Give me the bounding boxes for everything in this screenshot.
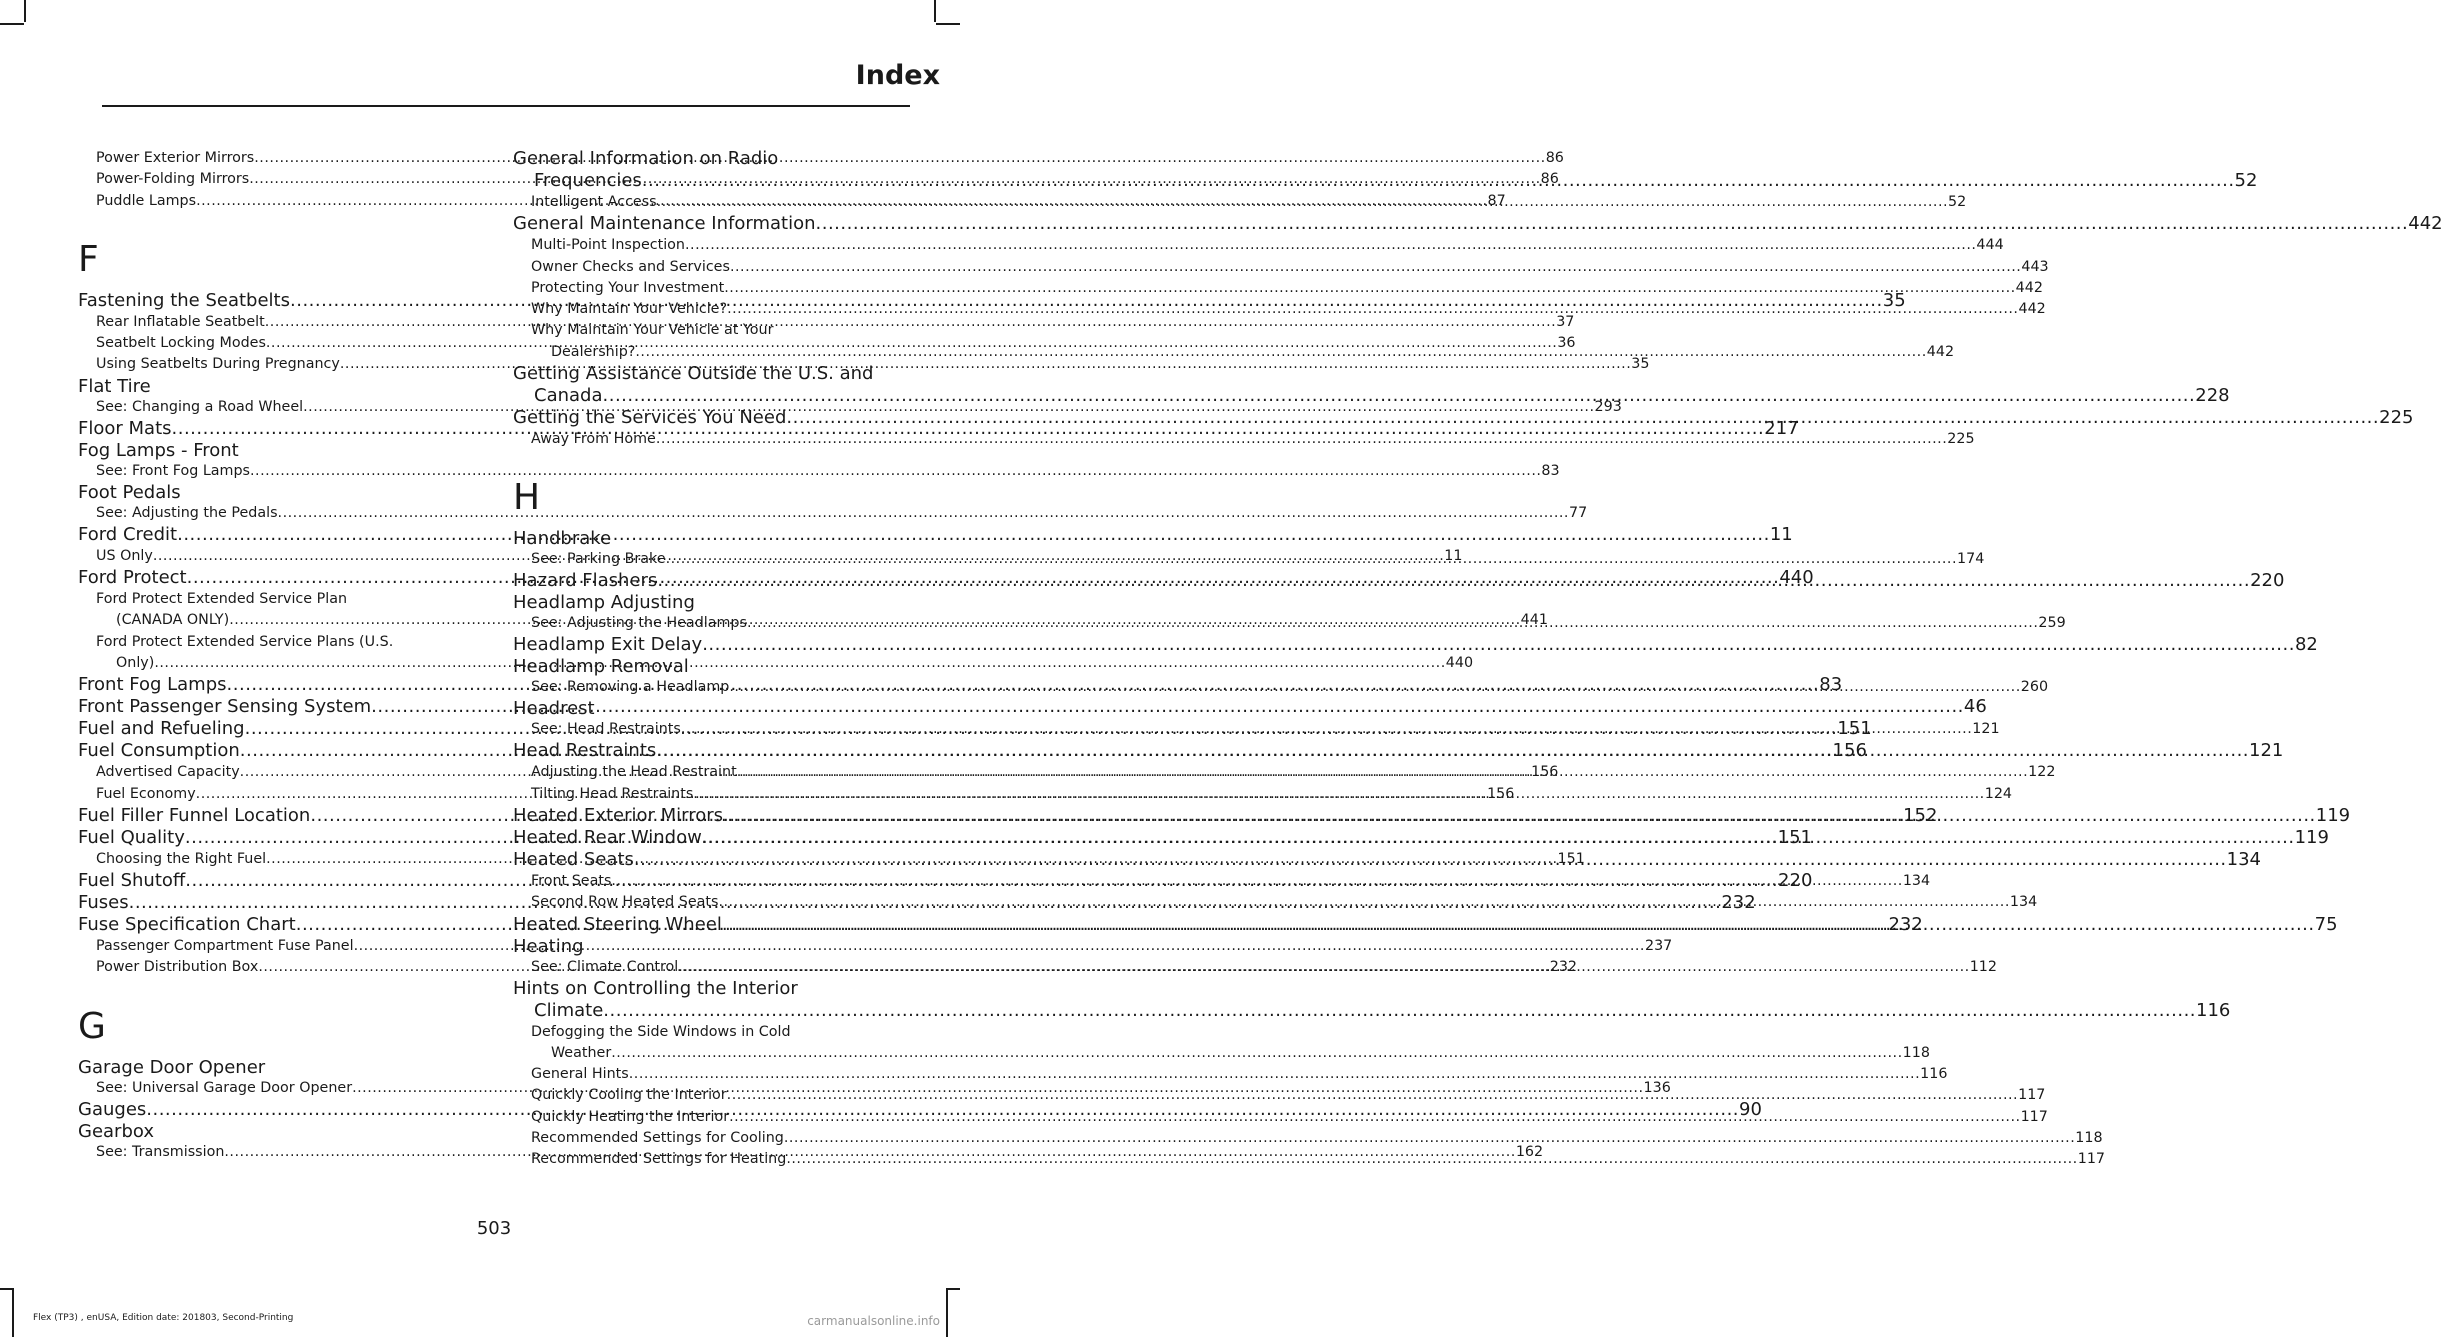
entry-row xyxy=(513,634,2318,656)
dot-leader xyxy=(784,1128,2075,1149)
dot-leader xyxy=(729,677,2020,698)
dot-leader xyxy=(603,385,2196,406)
entry-text: See: Head Restraints xyxy=(531,721,681,738)
page-ref: 117 xyxy=(2077,1151,2106,1168)
crop-mark xyxy=(0,23,24,25)
entry-text: Getting the Services You Need xyxy=(513,407,787,429)
entry-text: Defogging the Side Windows in Cold xyxy=(531,1023,791,1040)
entry-text: Front Passenger Sensing System xyxy=(78,696,372,718)
page-ref: 220 xyxy=(1778,870,1813,892)
entry-text: Front Seats xyxy=(531,872,612,889)
entry-text: Adjusting the Head Restraint xyxy=(531,764,737,781)
index-heading: Foot Pedals xyxy=(78,481,181,503)
entry-text: Heated Seats xyxy=(513,848,634,870)
crop-mark xyxy=(0,1288,14,1290)
entry-row xyxy=(96,503,1588,524)
entry-text: Ford Protect xyxy=(78,567,187,589)
page-ref: 134 xyxy=(1902,872,1931,889)
page-ref: 36 xyxy=(1557,335,1576,352)
page-ref: 237 xyxy=(1644,938,1673,955)
entry-text: Fuel Consumption xyxy=(78,740,240,762)
dot-leader xyxy=(693,784,1984,805)
section-letter: G xyxy=(78,1005,106,1047)
dot-leader xyxy=(702,634,2295,656)
entry-text: Only) xyxy=(116,654,155,671)
index-heading: Handbrake xyxy=(513,528,612,550)
section-letter: F xyxy=(78,238,99,280)
entry-text: Rear Inflatable Seatbelt xyxy=(96,313,265,330)
page-ref: 83 xyxy=(1819,674,1843,696)
entry-text: Puddle Lamps xyxy=(96,192,197,209)
crop-mark xyxy=(12,1290,14,1337)
page-ref: 217 xyxy=(1764,417,1799,439)
entry-text: Why Maintain Your Vehicle? xyxy=(531,301,728,318)
index-heading: Gearbox xyxy=(78,1120,154,1142)
entry-text: Hazard Flashers xyxy=(513,570,658,592)
dot-leader xyxy=(727,1085,2018,1106)
dot-leader xyxy=(816,213,2409,235)
page-ref: 151 xyxy=(1837,718,1872,740)
entry-text: General Hints xyxy=(531,1066,629,1083)
entry-text: Seatbelt Locking Modes xyxy=(96,335,266,352)
entry-text: (CANADA ONLY) xyxy=(116,612,230,629)
entry-text: Recommended Settings for Heating xyxy=(531,1151,787,1168)
page-ref: 75 xyxy=(2314,913,2338,935)
entry-text: Canada xyxy=(534,385,603,407)
page-ref: 112 xyxy=(1969,958,1997,975)
page-ref: 11 xyxy=(1769,523,1793,545)
page-ref: 117 xyxy=(2018,1087,2046,1104)
dot-leader xyxy=(278,503,1569,524)
entry-text: Heated Exterior Mirrors xyxy=(513,804,724,826)
entry-text: Ford Protect Extended Service Plans (U.S. xyxy=(96,633,394,650)
index-heading: Heating xyxy=(513,935,584,957)
entry-text: See: Parking Brake xyxy=(531,551,666,568)
index-see-reference xyxy=(78,461,1560,482)
dot-leader xyxy=(634,849,2227,871)
index-entry xyxy=(513,213,2443,235)
page-ref: 259 xyxy=(2038,615,2066,632)
entry-row xyxy=(531,1128,2103,1149)
dot-leader xyxy=(729,1107,2020,1128)
entry-text: Quickly Heating the Interior xyxy=(531,1108,730,1125)
entry-text: Head Restraints xyxy=(513,740,657,762)
page-ref: 11 xyxy=(1444,547,1463,564)
dot-leader xyxy=(603,1000,2196,1021)
dot-leader xyxy=(177,524,1770,546)
page-ref: 87 xyxy=(1487,192,1506,209)
page-ref: 441 xyxy=(1520,612,1548,629)
entry-text: Fuel Shutoff xyxy=(78,870,186,892)
page-ref: 134 xyxy=(2226,848,2261,870)
entry-text: Fuel Economy xyxy=(96,785,196,802)
entry-row xyxy=(531,429,1975,450)
entry-text: Recommended Settings for Cooling xyxy=(531,1130,784,1147)
page-ref: 442 xyxy=(2018,301,2046,318)
page-ref: 174 xyxy=(1957,551,1985,568)
entry-text: Quickly Cooling the Interior xyxy=(531,1087,727,1104)
dot-leader xyxy=(722,914,2315,936)
entry-row xyxy=(531,1043,1930,1064)
page-number: 503 xyxy=(476,1218,512,1239)
entry-text: Away From Home xyxy=(531,431,656,448)
dot-leader xyxy=(656,429,1947,450)
page-ref: 443 xyxy=(2021,258,2049,275)
dot-leader xyxy=(611,871,1902,892)
entry-text: Weather xyxy=(551,1044,612,1061)
footer-edition: Flex (TP3) , enUSA, Edition date: 201803, Second-Printing xyxy=(33,1313,294,1323)
entry-text: Advertised Capacity xyxy=(96,764,240,781)
index-subentry xyxy=(513,235,2004,256)
entry-text: General Maintenance Information xyxy=(513,213,816,235)
page-ref: 118 xyxy=(1902,1044,1930,1061)
index-subentry xyxy=(513,1128,2103,1149)
page-ref: 442 xyxy=(2408,213,2443,235)
page-title: Index xyxy=(855,60,940,91)
page-ref: 116 xyxy=(2196,999,2231,1021)
index-subentry xyxy=(513,1064,1948,1085)
entry-text: US Only xyxy=(96,547,153,564)
page-ref: 119 xyxy=(2294,826,2329,848)
page-ref: 117 xyxy=(2020,1108,2048,1125)
dot-leader xyxy=(642,170,2235,191)
crop-mark xyxy=(936,23,960,25)
entry-text: See: Front Fog Lamps xyxy=(96,462,250,479)
entry-row xyxy=(96,461,1560,482)
index-subentry xyxy=(513,429,1975,450)
entry-text: Ford Credit xyxy=(78,523,178,545)
page-ref: 232 xyxy=(1721,892,1756,914)
entry-text: General Information on Radio xyxy=(513,148,779,169)
entry-text: Protecting Your Investment xyxy=(531,279,725,296)
dot-leader xyxy=(657,192,1948,213)
entry-text: Climate xyxy=(534,999,604,1021)
entry-text: Frequencies xyxy=(534,170,642,191)
index-heading: Headrest xyxy=(513,698,595,720)
page-ref: 122 xyxy=(2028,764,2056,781)
entry-row xyxy=(531,278,2043,299)
page-ref: 136 xyxy=(1643,1079,1671,1096)
index-subentry xyxy=(513,278,2043,299)
entry-text: Choosing the Right Fuel xyxy=(96,850,267,867)
entry-text: Hints on Controlling the Interior xyxy=(513,977,798,999)
index-subentry xyxy=(513,1022,1930,1065)
dot-leader xyxy=(681,719,1972,740)
entry-text: Fuses xyxy=(78,892,129,914)
dot-leader xyxy=(635,344,1926,360)
page-ref: 82 xyxy=(2294,634,2318,656)
entry-text: Headlamp Exit Delay xyxy=(513,634,703,656)
page-ref: 121 xyxy=(2249,740,2284,762)
entry-text: Power-Folding Mirrors xyxy=(96,171,250,188)
entry-text: Heated Steering Wheel xyxy=(513,913,722,935)
page-ref: 37 xyxy=(1556,313,1575,330)
page-ref: 86 xyxy=(1540,171,1559,188)
entry-text: See: Adjusting the Pedals xyxy=(96,504,278,521)
entry-text: See: Universal Garage Door Opener xyxy=(96,1079,353,1096)
page-ref: 121 xyxy=(1972,721,2000,738)
dot-leader xyxy=(611,1045,1902,1061)
entry-text: Gauges xyxy=(78,1098,147,1120)
page-ref: 151 xyxy=(1777,826,1813,848)
dot-leader xyxy=(737,762,2028,783)
page-ref: 232 xyxy=(1549,959,1578,976)
entry-text: Passenger Compartment Fuse Panel xyxy=(96,938,354,955)
index-heading: Headlamp Removal xyxy=(513,656,689,678)
dot-leader xyxy=(730,257,2021,278)
crop-mark xyxy=(934,0,936,22)
page-ref: 444 xyxy=(1976,237,2004,254)
entry-text: Fuse Specification Chart xyxy=(78,914,296,936)
index-subentry xyxy=(513,257,2049,278)
entry-text: Floor Mats xyxy=(78,417,172,439)
dot-leader xyxy=(786,407,2379,429)
dot-leader xyxy=(786,1149,2077,1170)
entry-text: See: Climate Control xyxy=(531,958,679,975)
entry-text: Using Seatbelts During Pregnancy xyxy=(96,356,340,373)
entry-text: Power Exterior Mirrors xyxy=(96,150,255,166)
entry-text: Fuel Filler Funnel Location xyxy=(78,804,311,826)
page-ref: 440 xyxy=(1445,654,1474,671)
page-ref: 225 xyxy=(2379,407,2414,429)
entry-text: Second Row Heated Seats xyxy=(531,894,719,911)
page-ref: 151 xyxy=(1557,850,1585,867)
entry-text: Getting Assistance Outside the U.S. and xyxy=(513,363,874,385)
page-ref: 134 xyxy=(2009,894,2038,911)
watermark: carmanualsonline.info xyxy=(807,1314,940,1328)
page-ref: 293 xyxy=(1594,398,1622,415)
page-ref: 52 xyxy=(1948,194,1967,210)
page-ref: 119 xyxy=(2315,804,2351,826)
index-heading: Fog Lamps - Front xyxy=(78,439,239,461)
page-ref: 260 xyxy=(2020,679,2049,696)
page-ref: 156 xyxy=(1487,785,1515,802)
index-heading: Garage Door Opener xyxy=(78,1056,266,1078)
page-ref: 86 xyxy=(1545,150,1564,166)
index-heading: Headlamp Adjusting xyxy=(513,592,695,614)
dot-leader xyxy=(702,827,2295,849)
dot-leader xyxy=(747,613,2038,634)
page-ref: 46 xyxy=(1963,696,1987,718)
entry-text: See: Changing a Road Wheel xyxy=(96,398,304,415)
dot-leader xyxy=(629,1064,1920,1085)
dot-leader xyxy=(656,740,2249,762)
header-rule xyxy=(102,105,910,107)
crop-mark xyxy=(24,0,26,22)
crop-mark xyxy=(946,1288,960,1290)
dot-leader xyxy=(685,235,1976,256)
page-ref: 220 xyxy=(2250,570,2285,592)
page-ref: 83 xyxy=(1541,462,1560,479)
entry-row xyxy=(513,213,2443,235)
entry-text: Dealership? xyxy=(551,343,636,360)
page-ref: 35 xyxy=(1631,356,1650,373)
page-ref: 77 xyxy=(1568,504,1588,521)
dot-leader xyxy=(723,805,2316,827)
page-ref: 228 xyxy=(2195,385,2230,407)
page-ref: 116 xyxy=(1920,1066,1948,1083)
page-ref: 442 xyxy=(1926,343,1955,360)
entry-text: Fuel Quality xyxy=(78,826,185,848)
page-ref: 35 xyxy=(1882,289,1906,311)
page-ref: 90 xyxy=(1739,1098,1762,1120)
entry-text: Power Distribution Box xyxy=(96,959,259,976)
dot-leader xyxy=(727,299,2018,320)
entry-text: Multi-Point Inspection xyxy=(531,237,685,254)
entry-text: See: Transmission xyxy=(96,1143,225,1160)
index-heading: Flat Tire xyxy=(78,375,151,397)
page-ref: 232 xyxy=(1888,914,1923,936)
entry-text: Intelligent Access xyxy=(531,194,657,210)
page-ref: 156 xyxy=(1832,740,1867,762)
entry-text: Front Fog Lamps xyxy=(78,674,227,696)
page-ref: 118 xyxy=(2075,1130,2103,1147)
entry-text: Ford Protect Extended Service Plan xyxy=(96,591,348,608)
page-ref: 124 xyxy=(1984,785,2013,802)
entry-text: Fuel and Refueling xyxy=(78,718,245,740)
entry-text: See: Removing a Headlamp xyxy=(531,679,730,696)
page-ref: 52 xyxy=(2234,170,2258,191)
entry-row xyxy=(531,1064,1948,1085)
entry-text: Why Maintain Your Vehicle at Your xyxy=(531,322,774,339)
page-ref: 442 xyxy=(2015,279,2043,296)
entry-row xyxy=(531,257,2049,278)
page-ref: 225 xyxy=(1947,431,1975,448)
entry-text: See: Adjusting the Headlamps xyxy=(531,615,747,632)
page-ref: 152 xyxy=(1903,804,1938,826)
dot-leader xyxy=(718,892,2009,913)
entry-row xyxy=(513,999,2231,1022)
page-ref: 162 xyxy=(1515,1143,1544,1160)
index-entry xyxy=(513,977,2231,1022)
entry-row xyxy=(531,235,2004,256)
dot-leader xyxy=(724,278,2015,299)
entry-text: Heated Rear Window xyxy=(513,826,702,848)
section-letter: H xyxy=(513,477,541,519)
page-ref: 156 xyxy=(1531,764,1559,781)
dot-leader xyxy=(678,957,1969,978)
entry-text: Owner Checks and Services xyxy=(531,258,730,275)
dot-leader xyxy=(666,549,1957,570)
page-ref: 440 xyxy=(1779,567,1814,589)
entry-text: Fastening the Seatbelts xyxy=(78,289,290,311)
dot-leader xyxy=(657,570,2250,592)
index-entry xyxy=(513,634,2318,656)
index-see-reference xyxy=(78,503,1588,524)
entry-text: Tilting Head Restraints xyxy=(531,785,694,802)
crop-mark xyxy=(946,1290,948,1337)
